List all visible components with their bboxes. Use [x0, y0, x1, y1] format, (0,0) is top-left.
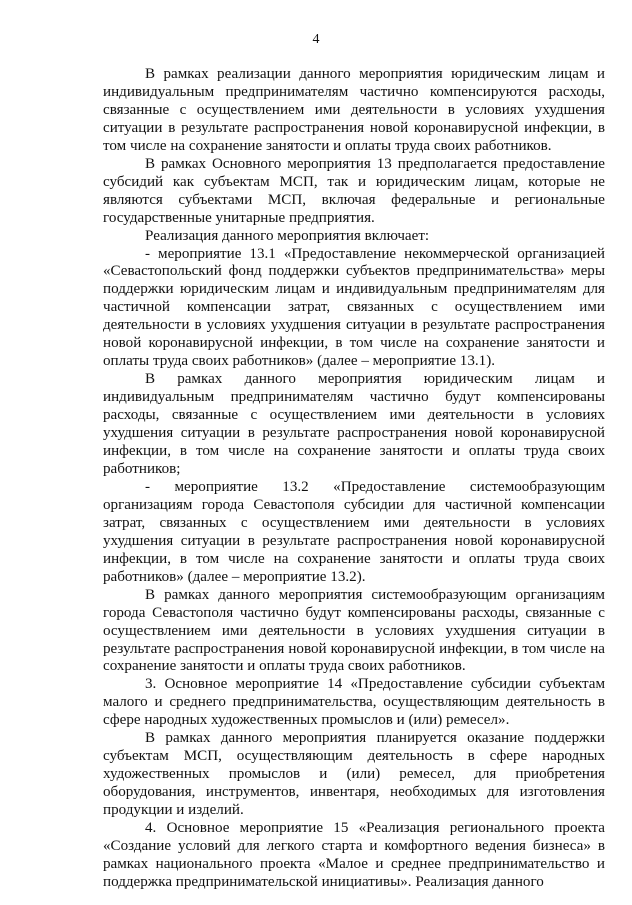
paragraph: В рамках данного мероприятия системообразующим организациям города Севастополя частично будут компенсированы расходы, связанные с осуществлением ими деятельности в условиях ухудшения ситуации в результате распространения новой коронавирусной инфекции, в том числе на сохранение занятости и оплаты труда своих работников.: [103, 586, 605, 675]
paragraph: 3. Основное мероприятие 14 «Предоставление субсидии субъектам малого и среднего предпринимательства, осуществляющим деятельность в сфере народных художественных промыслов и (или) ремесел».: [103, 676, 605, 729]
paragraph: - мероприятие 13.1 «Предоставление некоммерческой организацией «Севастопольский фонд поддержки субъектов предпринимательства» меры поддержки юридическим лицам и индивидуальным предпринимателям для частичной компенсации затрат, связанных с осуществлением ими деятельности в условиях ухудшения ситуации в результате распространения новой коронавирусной инфекции, в том числе на сохранение занятости и оплаты труда своих работников» (далее – мероприятие 13.1).: [103, 245, 605, 370]
paragraph: 4. Основное мероприятие 15 «Реализация регионального проекта «Создание условий для легкого старта и комфортного ведения бизнеса» в рамках национального проекта «Малое и среднее предпринимательство и поддержка предпринимательской инициативы». Реализация данного: [103, 820, 605, 890]
paragraph: В рамках реализации данного мероприятия юридическим лицам и индивидуальным предпринимателям частично компенсируются расходы, связанные с осуществлением ими деятельности в условиях ухудшения ситуации в результате распространения новой коронавирусной инфекции, в том числе на сохранение занятости и оплаты труда своих работников.: [103, 66, 605, 154]
page-number: 4: [312, 32, 320, 47]
paragraph: - мероприятие 13.2 «Предоставление системообразующим организациям города Севастополя субсидии для частичной компенсации затрат, связанных с осуществлением ими деятельности в условиях ухудшения ситуации в результате распространения новой коронавирусной инфекции, в том числе на сохранение занятости и оплаты труда своих работников» (далее – мероприятие 13.2).: [103, 478, 605, 585]
paragraph: В рамках данного мероприятия планируется оказание поддержки субъектам МСП, осуществляющим деятельность в сфере народных художественных промыслов и (или) ремесел, для приобретения оборудования, инструментов, инвентаря, необходимых для изготовления продукции и изделий.: [103, 730, 605, 819]
paragraph: В рамках данного мероприятия юридическим лицам и индивидуальным предпринимателям частично будут компенсированы расходы, связанные с осуществлением ими деятельности в условиях ухудшения ситуации в результате распространения новой коронавирусной инфекции, в том числе на сохранение занятости и оплаты труда своих работников;: [103, 371, 605, 477]
paragraph: В рамках Основного мероприятия 13 предполагается предоставление субсидий как субъектам МСП, так и юридическим лицам, которые не являются субъектами МСП, включая федеральные и региональные государственные унитарные предприятия.: [103, 155, 605, 226]
paragraph: Реализация данного мероприятия включает:: [145, 227, 430, 244]
document-body: [103, 66, 605, 892]
